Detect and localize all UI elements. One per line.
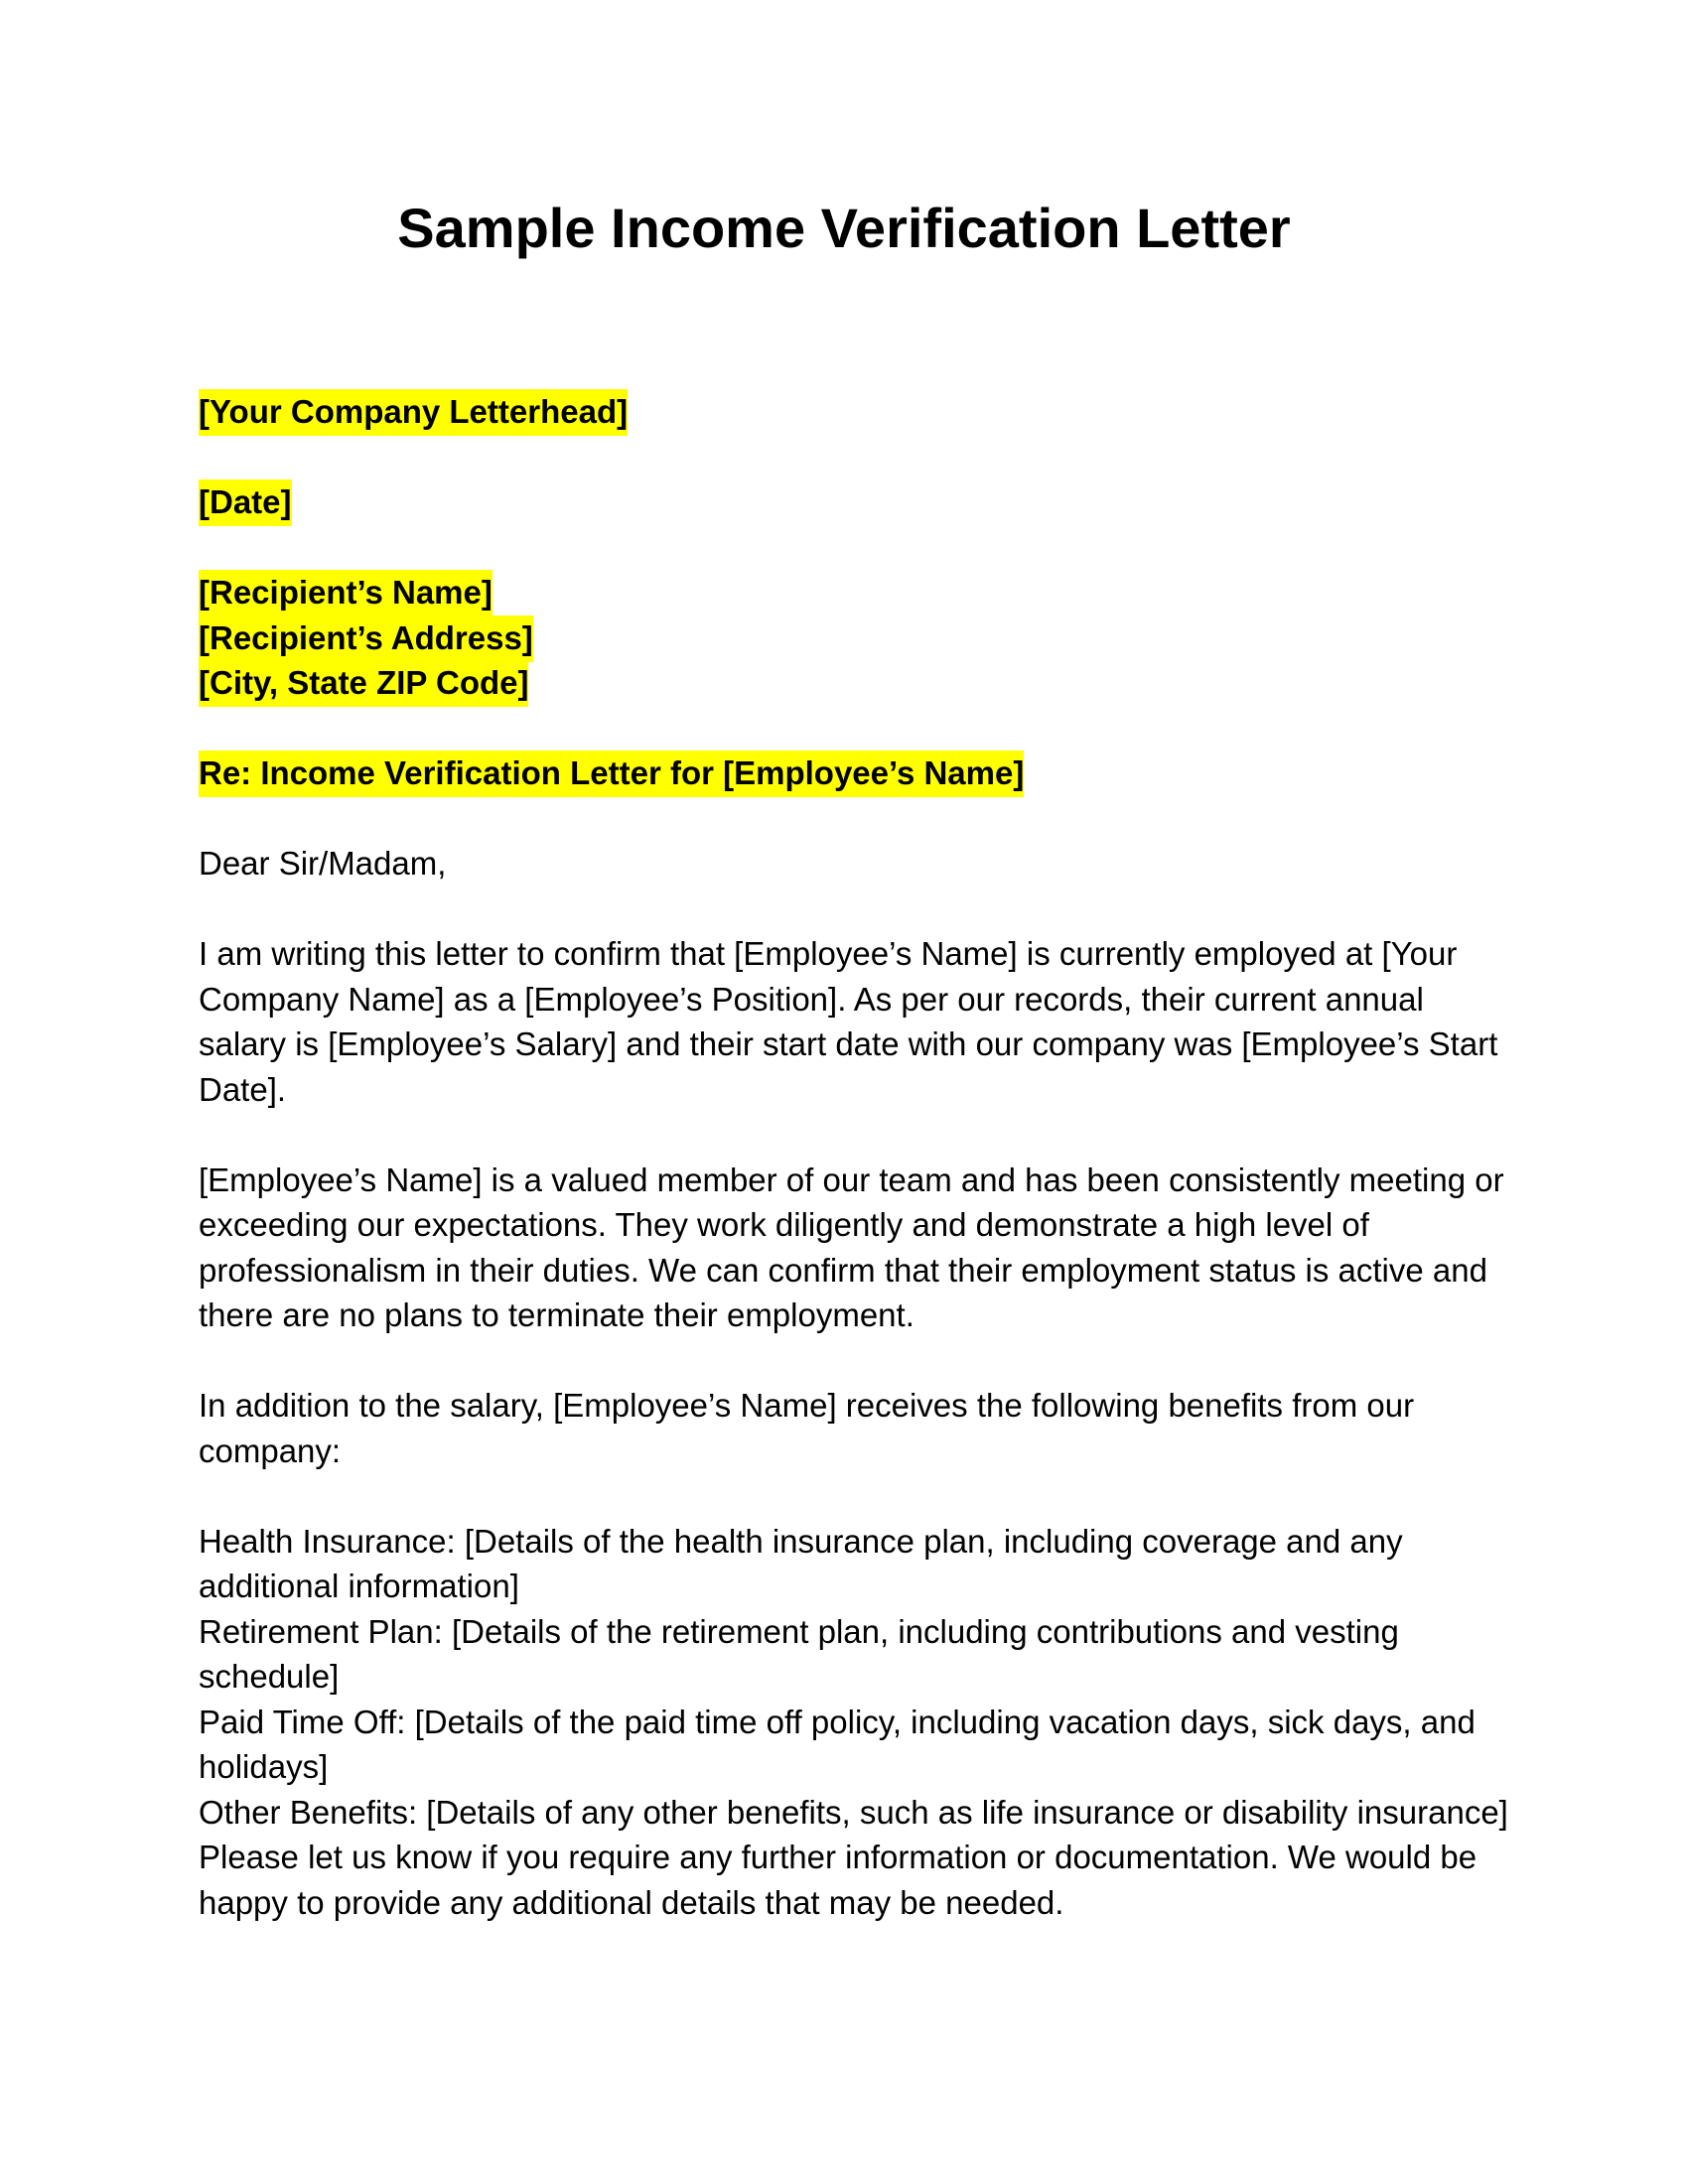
benefit-paid-time-off: Paid Time Off: [Details of the paid time off policy, including vacation days, sick days, and holidays] xyxy=(199,1703,1476,1785)
benefit-retirement-plan: Retirement Plan: [Details of the retirement plan, including contributions and vesting schedule] xyxy=(199,1612,1399,1695)
subject-block xyxy=(199,751,1509,796)
letterhead-block xyxy=(199,389,1509,435)
recipient-city-state-zip: [City, State ZIP Code] xyxy=(199,660,528,707)
paragraph-employment: I am writing this letter to confirm that [Employee’s Name] is currently employed at [Your Company Name] as a [Employee’s Position]. As per our records, their current annual salary is [Employee’s Salary] and their start date with our company was [Employee’s Start Date]. xyxy=(199,935,1498,1108)
date-block xyxy=(199,479,1509,525)
letterhead-placeholder: [Your Company Letterhead] xyxy=(199,389,628,436)
subject-line: Re: Income Verification Letter for [Employee’s Name] xyxy=(199,751,1024,797)
recipient-address: [Recipient’s Address] xyxy=(199,615,533,662)
benefit-health-insurance: Health Insurance: [Details of the health insurance plan, including coverage and any additional information] xyxy=(199,1522,1403,1604)
paragraph-performance: [Employee’s Name] is a valued member of our team and has been consistently meeting or exceeding our expectations. They work diligently and demonstrate a high level of professionalism in their duties. We can confirm that their employment status is active and there are no plans to terminate their employment. xyxy=(199,1160,1504,1333)
salutation: Dear Sir/Madam, xyxy=(199,845,447,882)
document-title: Sample Income Verification Letter xyxy=(397,197,1291,259)
benefits-list xyxy=(199,1519,1509,1926)
benefit-other: Other Benefits: [Details of any other benefits, such as life insurance or disability insurance] xyxy=(199,1793,1508,1831)
closing-paragraph: Please let us know if you require any further information or documentation. We would be happy to provide any additional details that may be needed. xyxy=(199,1839,1477,1921)
paragraph-benefits-intro: In addition to the salary, [Employee’s Name] receives the following benefits from our company: xyxy=(199,1387,1415,1469)
date-placeholder: [Date] xyxy=(199,479,292,526)
letter-body xyxy=(199,389,1509,1925)
recipient-block xyxy=(199,570,1509,706)
recipient-name: [Recipient’s Name] xyxy=(199,570,492,616)
